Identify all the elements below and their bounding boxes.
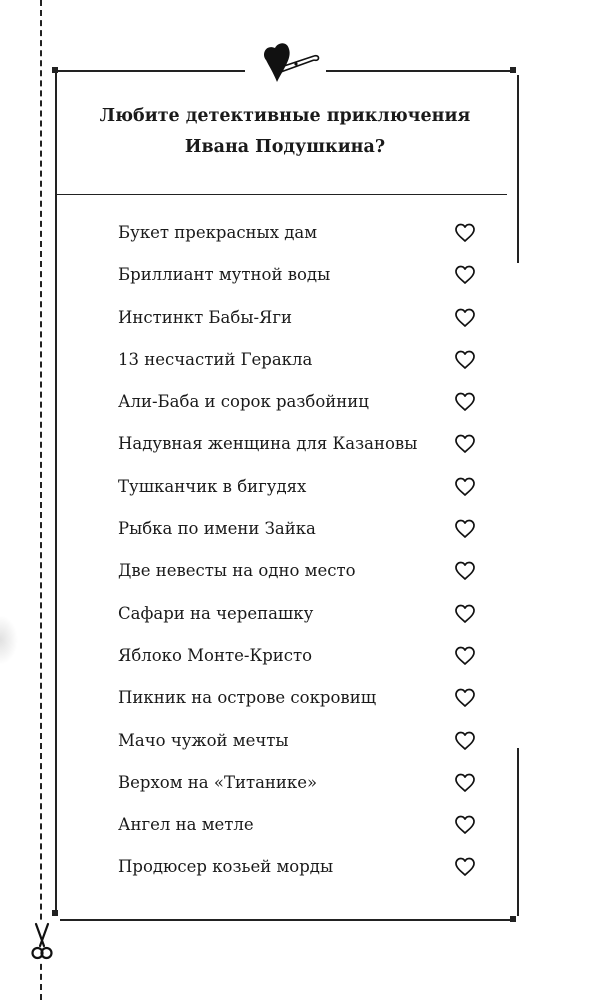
book-title: Рыбка по имени Зайка xyxy=(118,519,316,539)
frame-top-left xyxy=(55,70,245,72)
heart-outline-icon[interactable] xyxy=(454,477,476,497)
heart-outline-icon[interactable] xyxy=(454,857,476,877)
frame-bottom xyxy=(60,919,513,921)
heart-outline-icon[interactable] xyxy=(454,604,476,624)
heart-outline-icon[interactable] xyxy=(454,223,476,243)
frame-right-lower xyxy=(517,748,519,916)
book-title: Пикник на острове сокровищ xyxy=(118,688,377,708)
book-title: Тушканчик в бигудях xyxy=(118,476,307,496)
book-title: Ангел на метле xyxy=(118,815,254,835)
book-title: Верхом на «Титанике» xyxy=(118,772,318,792)
frame-corner-bottom-right xyxy=(510,916,516,922)
book-title: Продюсер козьей морды xyxy=(118,857,334,877)
title-line-2: Ивана Подушкина? xyxy=(184,137,386,157)
heart-outline-icon[interactable] xyxy=(454,815,476,835)
heart-outline-icon[interactable] xyxy=(454,646,476,666)
list-item xyxy=(118,593,488,635)
list-item xyxy=(118,550,488,592)
list-item xyxy=(118,720,488,762)
list-item xyxy=(118,804,488,846)
list-item xyxy=(118,677,488,719)
list-item xyxy=(118,339,488,381)
heart-outline-icon[interactable] xyxy=(454,308,476,328)
frame-corner-top-left xyxy=(52,67,58,73)
list-item xyxy=(118,508,488,550)
heart-outline-icon[interactable] xyxy=(454,434,476,454)
list-item xyxy=(118,254,488,296)
heart-outline-icon[interactable] xyxy=(454,519,476,539)
heart-outline-icon[interactable] xyxy=(454,688,476,708)
heart-outline-icon[interactable] xyxy=(454,392,476,412)
book-title: Сафари на черепашку xyxy=(118,603,314,623)
book-title: Надувная женщина для Казановы xyxy=(118,434,418,454)
book-title: Букет прекрасных дам xyxy=(118,223,318,242)
frame-top-right xyxy=(326,70,512,72)
book-title: Бриллиант мутной воды xyxy=(118,265,331,285)
cut-line xyxy=(40,0,42,1000)
book-title: Мачо чужой мечты xyxy=(118,730,289,750)
frame-corner-bottom-left xyxy=(52,910,58,916)
frame-right-upper xyxy=(517,75,519,263)
list-item xyxy=(118,762,488,804)
page-edge-shadow xyxy=(0,615,18,665)
list-item xyxy=(118,466,488,508)
heart-outline-icon[interactable] xyxy=(454,561,476,581)
heart-safety-pin-icon xyxy=(258,38,324,92)
list-item xyxy=(118,423,488,465)
heart-outline-icon[interactable] xyxy=(454,731,476,751)
book-title: Али-Баба и сорок разбойниц xyxy=(118,392,369,412)
frame-corner-top-right xyxy=(510,67,516,73)
heart-outline-icon[interactable] xyxy=(454,265,476,285)
scissors-icon xyxy=(29,922,55,962)
list-item xyxy=(118,635,488,677)
heart-outline-icon[interactable] xyxy=(454,350,476,370)
list-item xyxy=(118,846,488,888)
book-title: 13 несчастий Геракла xyxy=(118,349,313,369)
book-title: Инстинкт Бабы-Яги xyxy=(118,307,293,327)
list-item xyxy=(118,212,488,254)
list-item xyxy=(118,297,488,339)
title-line-1: Любите детективные приключения xyxy=(99,106,471,126)
book-title: Яблоко Монте-Кристо xyxy=(118,645,313,665)
frame-left xyxy=(55,70,57,915)
book-list xyxy=(118,212,488,889)
book-title: Две невесты на одно место xyxy=(118,561,356,581)
list-item xyxy=(118,381,488,423)
heart-outline-icon[interactable] xyxy=(454,773,476,793)
page-title xyxy=(60,101,510,163)
title-divider xyxy=(57,194,507,195)
